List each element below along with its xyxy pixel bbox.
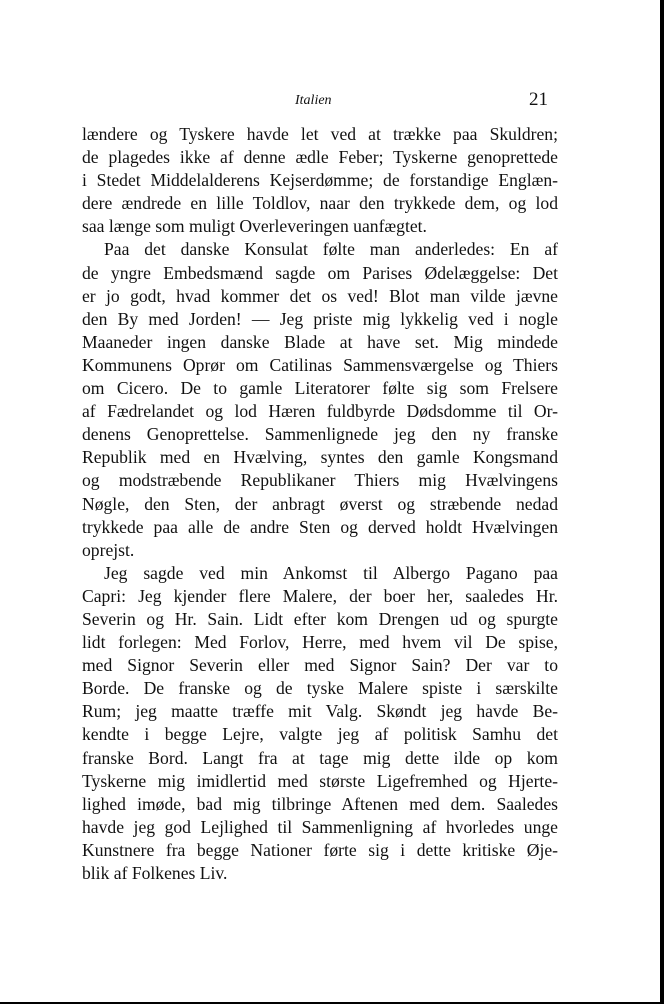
text-line: Borde. De franske og de tyske Malere spiste i særskilte <box>82 678 558 699</box>
text-line: de yngre Embedsmænd sagde om Parises Ødelæggelse: Det <box>82 262 558 283</box>
text-line: Republik med en Hvælving, syntes den gamle Kongsmand <box>82 447 558 468</box>
text-line: af Fædrelandet og lod Hæren fuldbyrde Dødsdomme til Or- <box>82 401 558 422</box>
page-number: 21 <box>529 89 548 110</box>
text-line: Nøgle, den Sten, der anbragt øverst og stræbende nedad <box>82 493 558 514</box>
text-line: er jo godt, hvad kommer det os ved! Blot man vilde jævne <box>82 285 558 306</box>
text-line: denens Genoprettelse. Sammenlignede jeg den ny franske <box>82 424 558 445</box>
text-line: trykkede paa alle de andre Sten og derved holdt Hvælvingen <box>82 516 558 537</box>
text-line: blik af Folkenes Liv. <box>82 863 228 883</box>
text-line: Rum; jeg maatte træffe mit Valg. Skøndt jeg havde Be- <box>82 701 558 722</box>
text-line: dere ændrede en lille Toldlov, naar den trykkede dem, og lod <box>82 193 558 214</box>
text-line: Severin og Hr. Sain. Lidt efter kom Drengen ud og spurgte <box>82 608 558 629</box>
running-head-title: Italien <box>295 93 332 108</box>
text-line: Maaneder ingen danske Blade at have set. Mig mindede <box>82 331 558 352</box>
text-line: Kunstnere fra begge Nationer førte sig i dette kritiske Øje- <box>82 839 558 860</box>
text-line: Capri: Jeg kjender flere Malere, der boer her, saaledes Hr. <box>82 585 558 606</box>
text-line: saa længe som muligt Overleveringen uanfægtet. <box>82 216 427 237</box>
text-line: franske Bord. Langt fra at tage mig dette ilde op kom <box>82 747 558 768</box>
text-line: om Cicero. De to gamle Literatorer følte sig som Frelsere <box>82 378 558 399</box>
text-line: i Stedet Middelalderens Kejserdømme; de forstandige Englæn- <box>82 170 558 191</box>
page-edge-right <box>660 0 664 1004</box>
running-head <box>82 89 550 112</box>
text-line: Paa det danske Konsulat følte man anderledes: En af <box>104 239 558 260</box>
text-line: oprejst. <box>82 539 135 560</box>
text-line: Tyskerne mig imidlertid med største Ligefremhed og Hjerte- <box>82 770 558 791</box>
text-line: lændere og Tyskere havde let ved at trække paa Skuldren; <box>82 124 558 144</box>
text-line: Jeg sagde ved min Ankomst til Albergo Pagano paa <box>104 562 558 583</box>
text-line: havde jeg god Lejlighed til Sammenligning af hvorledes unge <box>82 816 558 837</box>
body-text <box>82 123 558 885</box>
text-line: kendte i begge Lejre, valgte jeg af politisk Samhu det <box>82 724 558 745</box>
text-line: den By med Jorden! — Jeg priste mig lykkelig ved i nogle <box>82 308 558 329</box>
text-line: lidt forlegen: Med Forlov, Herre, med hvem vil De spise, <box>82 632 558 653</box>
text-line: lighed imøde, bad mig tilbringe Aftenen med dem. Saaledes <box>82 793 558 814</box>
text-line: de plagedes ikke af denne ædle Feber; Tyskerne genoprettede <box>82 147 558 168</box>
text-line: og modstræbende Republikaner Thiers mig Hvælvingens <box>82 470 558 491</box>
text-line: Kommunens Oprør om Catilinas Sammensværgelse og Thiers <box>82 354 558 375</box>
text-line: med Signor Severin eller med Signor Sain? Der var to <box>82 655 558 676</box>
